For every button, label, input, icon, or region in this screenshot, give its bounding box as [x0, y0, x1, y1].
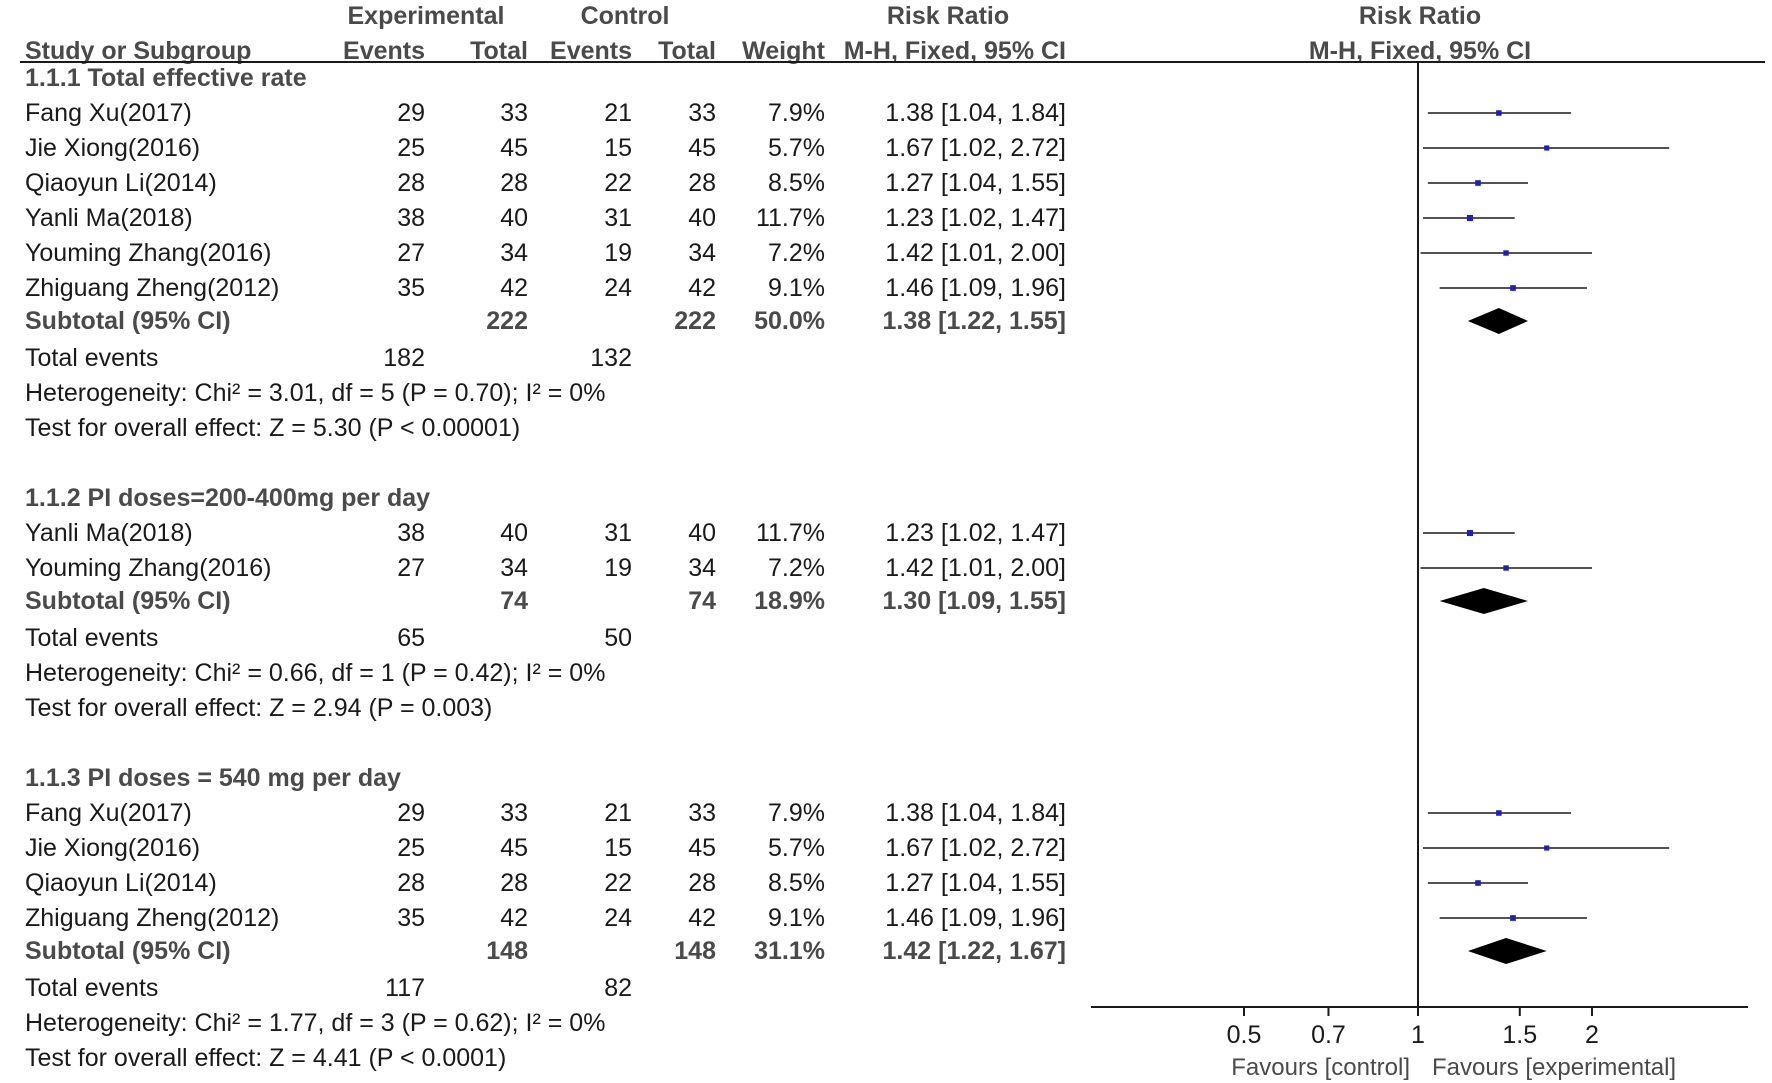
total-events-exp: 117	[385, 974, 425, 1002]
subgroup-title: 1.1.2 PI doses=200-400mg per day	[25, 484, 431, 512]
risk-ratio-ci-value: 1.38 [1.04, 1.84]	[885, 99, 1066, 127]
subtotal-exp-total: 222	[486, 307, 528, 335]
study-point	[1544, 845, 1549, 850]
study-name: Zhiguang Zheng(2012)	[25, 904, 280, 932]
risk-ratio-ci-value: 1.27 [1.04, 1.55]	[885, 169, 1066, 197]
exp-total-value: 34	[500, 554, 528, 582]
subtotal-exp-total: 74	[500, 587, 528, 615]
ctrl-events-value: 31	[604, 204, 632, 232]
subtotal-ctrl-total: 148	[674, 937, 716, 965]
ctrl-total-value: 33	[688, 799, 716, 827]
subtotal-ci: 1.30 [1.09, 1.55]	[882, 587, 1066, 615]
favours-control-label: Favours [control]	[1231, 1054, 1410, 1081]
exp-total-value: 45	[500, 134, 528, 162]
ctrl-total-value: 34	[688, 239, 716, 267]
study-name: Qiaoyun Li(2014)	[25, 169, 217, 197]
exp-total-value: 42	[500, 274, 528, 302]
subtotal-exp-total: 148	[486, 937, 528, 965]
study-point	[1475, 180, 1481, 186]
weight-value: 7.9%	[768, 99, 825, 127]
plot-method-header: M-H, Fixed, 95% CI	[1308, 37, 1532, 65]
subtotal-ctrl-total: 222	[674, 307, 716, 335]
study-name: Fang Xu(2017)	[25, 99, 192, 127]
exp-events-header: Events	[343, 37, 425, 65]
ctrl-events-value: 24	[604, 274, 632, 302]
ctrl-total-value: 28	[688, 169, 716, 197]
weight-value: 5.7%	[768, 834, 825, 862]
weight-value: 11.7%	[755, 519, 825, 547]
control-group-header: Control	[580, 2, 670, 30]
weight-value: 7.2%	[768, 554, 825, 582]
exp-total-value: 28	[500, 869, 528, 897]
ctrl-events-value: 19	[604, 554, 632, 582]
exp-total-value: 45	[500, 834, 528, 862]
exp-events-value: 25	[397, 834, 425, 862]
weight-value: 7.9%	[768, 799, 825, 827]
overall-effect-text: Test for overall effect: Z = 5.30 (P < 0.00001)	[25, 414, 521, 442]
subtotal-weight: 31.1%	[754, 937, 825, 965]
overall-effect-text: Test for overall effect: Z = 2.94 (P = 0.003)	[25, 694, 493, 722]
subtotal-diamond	[1468, 938, 1547, 964]
exp-events-value: 27	[397, 554, 425, 582]
weight-value: 5.7%	[768, 134, 825, 162]
heterogeneity-text: Heterogeneity: Chi² = 1.77, df = 3 (P = 0.62); I² = 0%	[25, 1009, 606, 1037]
study-name: Jie Xiong(2016)	[25, 834, 201, 862]
ctrl-events-value: 21	[604, 99, 632, 127]
total-events-label: Total events	[25, 974, 159, 1002]
subtotal-diamond	[1440, 588, 1528, 614]
study-name: Yanli Ma(2018)	[25, 204, 193, 232]
total-events-label: Total events	[25, 624, 159, 652]
exp-events-value: 25	[397, 134, 425, 162]
risk-ratio-ci-value: 1.42 [1.01, 2.00]	[885, 239, 1066, 267]
risk-ratio-ci-value: 1.23 [1.02, 1.47]	[885, 204, 1066, 232]
subtotal-label: Subtotal (95% CI)	[25, 587, 231, 615]
exp-events-value: 27	[397, 239, 425, 267]
study-name: Zhiguang Zheng(2012)	[25, 274, 280, 302]
x-axis-tick-label: 0.7	[1311, 1021, 1346, 1049]
weight-value: 8.5%	[768, 169, 825, 197]
exp-events-value: 28	[397, 169, 425, 197]
study-column-header: Study or Subgroup	[25, 37, 252, 65]
risk-ratio-ci-value: 1.27 [1.04, 1.55]	[885, 869, 1066, 897]
x-axis-tick-label: 2	[1585, 1021, 1599, 1049]
study-point	[1503, 250, 1508, 255]
risk-ratio-ci-value: 1.46 [1.09, 1.96]	[885, 274, 1066, 302]
exp-total-value: 28	[500, 169, 528, 197]
exp-events-value: 29	[397, 799, 425, 827]
total-events-ctrl: 50	[604, 624, 632, 652]
heterogeneity-text: Heterogeneity: Chi² = 3.01, df = 5 (P = 0.70); I² = 0%	[25, 379, 606, 407]
exp-total-value: 40	[500, 519, 528, 547]
exp-events-value: 38	[397, 204, 425, 232]
ctrl-total-value: 34	[688, 554, 716, 582]
ctrl-events-value: 31	[604, 519, 632, 547]
study-point	[1467, 215, 1473, 221]
exp-total-header: Total	[470, 37, 528, 65]
risk-ratio-ci-value: 1.23 [1.02, 1.47]	[885, 519, 1066, 547]
study-point	[1475, 880, 1481, 886]
risk-ratio-ci-value: 1.46 [1.09, 1.96]	[885, 904, 1066, 932]
ctrl-total-value: 42	[688, 904, 716, 932]
study-point	[1467, 530, 1473, 536]
subtotal-ctrl-total: 74	[688, 587, 716, 615]
total-events-ctrl: 82	[604, 974, 632, 1002]
weight-value: 8.5%	[768, 869, 825, 897]
ctrl-events-header: Events	[550, 37, 632, 65]
ctrl-events-value: 15	[604, 134, 632, 162]
ctrl-events-value: 24	[604, 904, 632, 932]
study-name: Jie Xiong(2016)	[25, 134, 201, 162]
study-name: Youming Zhang(2016)	[25, 239, 272, 267]
risk-ratio-ci-value: 1.42 [1.01, 2.00]	[885, 554, 1066, 582]
subtotal-weight: 50.0%	[754, 307, 825, 335]
weight-value: 11.7%	[755, 204, 825, 232]
study-name: Youming Zhang(2016)	[25, 554, 272, 582]
subtotal-label: Subtotal (95% CI)	[25, 307, 231, 335]
ctrl-total-value: 40	[688, 519, 716, 547]
ctrl-total-value: 28	[688, 869, 716, 897]
total-events-exp: 65	[397, 624, 425, 652]
risk-ratio-ci-value: 1.67 [1.02, 2.72]	[885, 134, 1066, 162]
risk-ratio-header: Risk Ratio	[886, 2, 1010, 30]
subtotal-ci: 1.38 [1.22, 1.55]	[882, 307, 1066, 335]
ctrl-events-value: 22	[604, 869, 632, 897]
experimental-group-header: Experimental	[347, 2, 505, 30]
method-header: M-H, Fixed, 95% CI	[843, 37, 1066, 65]
exp-events-value: 29	[397, 99, 425, 127]
ctrl-total-value: 45	[688, 834, 716, 862]
total-events-label: Total events	[25, 344, 159, 372]
exp-total-value: 42	[500, 904, 528, 932]
plot-title: Risk Ratio	[1358, 2, 1482, 30]
subtotal-diamond	[1468, 308, 1528, 334]
ctrl-events-value: 22	[604, 169, 632, 197]
ctrl-total-value: 45	[688, 134, 716, 162]
favours-experimental-label: Favours [experimental]	[1432, 1054, 1677, 1081]
weight-value: 7.2%	[768, 239, 825, 267]
study-point	[1503, 565, 1508, 570]
total-events-ctrl: 132	[590, 344, 632, 372]
exp-events-value: 28	[397, 869, 425, 897]
exp-total-value: 33	[500, 799, 528, 827]
subtotal-label: Subtotal (95% CI)	[25, 937, 231, 965]
ctrl-total-value: 40	[688, 204, 716, 232]
study-point	[1496, 810, 1502, 816]
subgroup-title: 1.1.1 Total effective rate	[25, 64, 307, 92]
weight-value: 9.1%	[768, 904, 825, 932]
study-point	[1544, 145, 1549, 150]
study-name: Fang Xu(2017)	[25, 799, 192, 827]
subtotal-ci: 1.42 [1.22, 1.67]	[882, 937, 1066, 965]
x-axis-tick-label: 1.5	[1502, 1021, 1538, 1049]
exp-events-value: 35	[397, 274, 425, 302]
exp-events-value: 35	[397, 904, 425, 932]
study-name: Yanli Ma(2018)	[25, 519, 193, 547]
study-name: Qiaoyun Li(2014)	[25, 869, 217, 897]
total-events-exp: 182	[383, 344, 425, 372]
exp-total-value: 33	[500, 99, 528, 127]
study-point	[1510, 915, 1516, 921]
ctrl-total-value: 42	[688, 274, 716, 302]
exp-total-value: 34	[500, 239, 528, 267]
ctrl-events-value: 15	[604, 834, 632, 862]
study-point	[1510, 285, 1516, 291]
risk-ratio-ci-value: 1.67 [1.02, 2.72]	[885, 834, 1066, 862]
weight-header: Weight	[742, 37, 825, 65]
ctrl-total-value: 33	[688, 99, 716, 127]
exp-events-value: 38	[397, 519, 425, 547]
weight-value: 9.1%	[768, 274, 825, 302]
ctrl-events-value: 21	[604, 799, 632, 827]
study-point	[1496, 110, 1502, 116]
subgroup-title: 1.1.3 PI doses = 540 mg per day	[25, 764, 401, 792]
overall-effect-text: Test for overall effect: Z = 4.41 (P < 0.0001)	[25, 1044, 507, 1072]
x-axis-tick-label: 0.5	[1226, 1021, 1262, 1049]
x-axis-tick-label: 1	[1411, 1021, 1425, 1049]
subtotal-weight: 18.9%	[754, 587, 825, 615]
risk-ratio-ci-value: 1.38 [1.04, 1.84]	[885, 799, 1066, 827]
heterogeneity-text: Heterogeneity: Chi² = 0.66, df = 1 (P = 0.42); I² = 0%	[25, 659, 606, 687]
ctrl-events-value: 19	[604, 239, 632, 267]
exp-total-value: 40	[500, 204, 528, 232]
ctrl-total-header: Total	[658, 37, 716, 65]
